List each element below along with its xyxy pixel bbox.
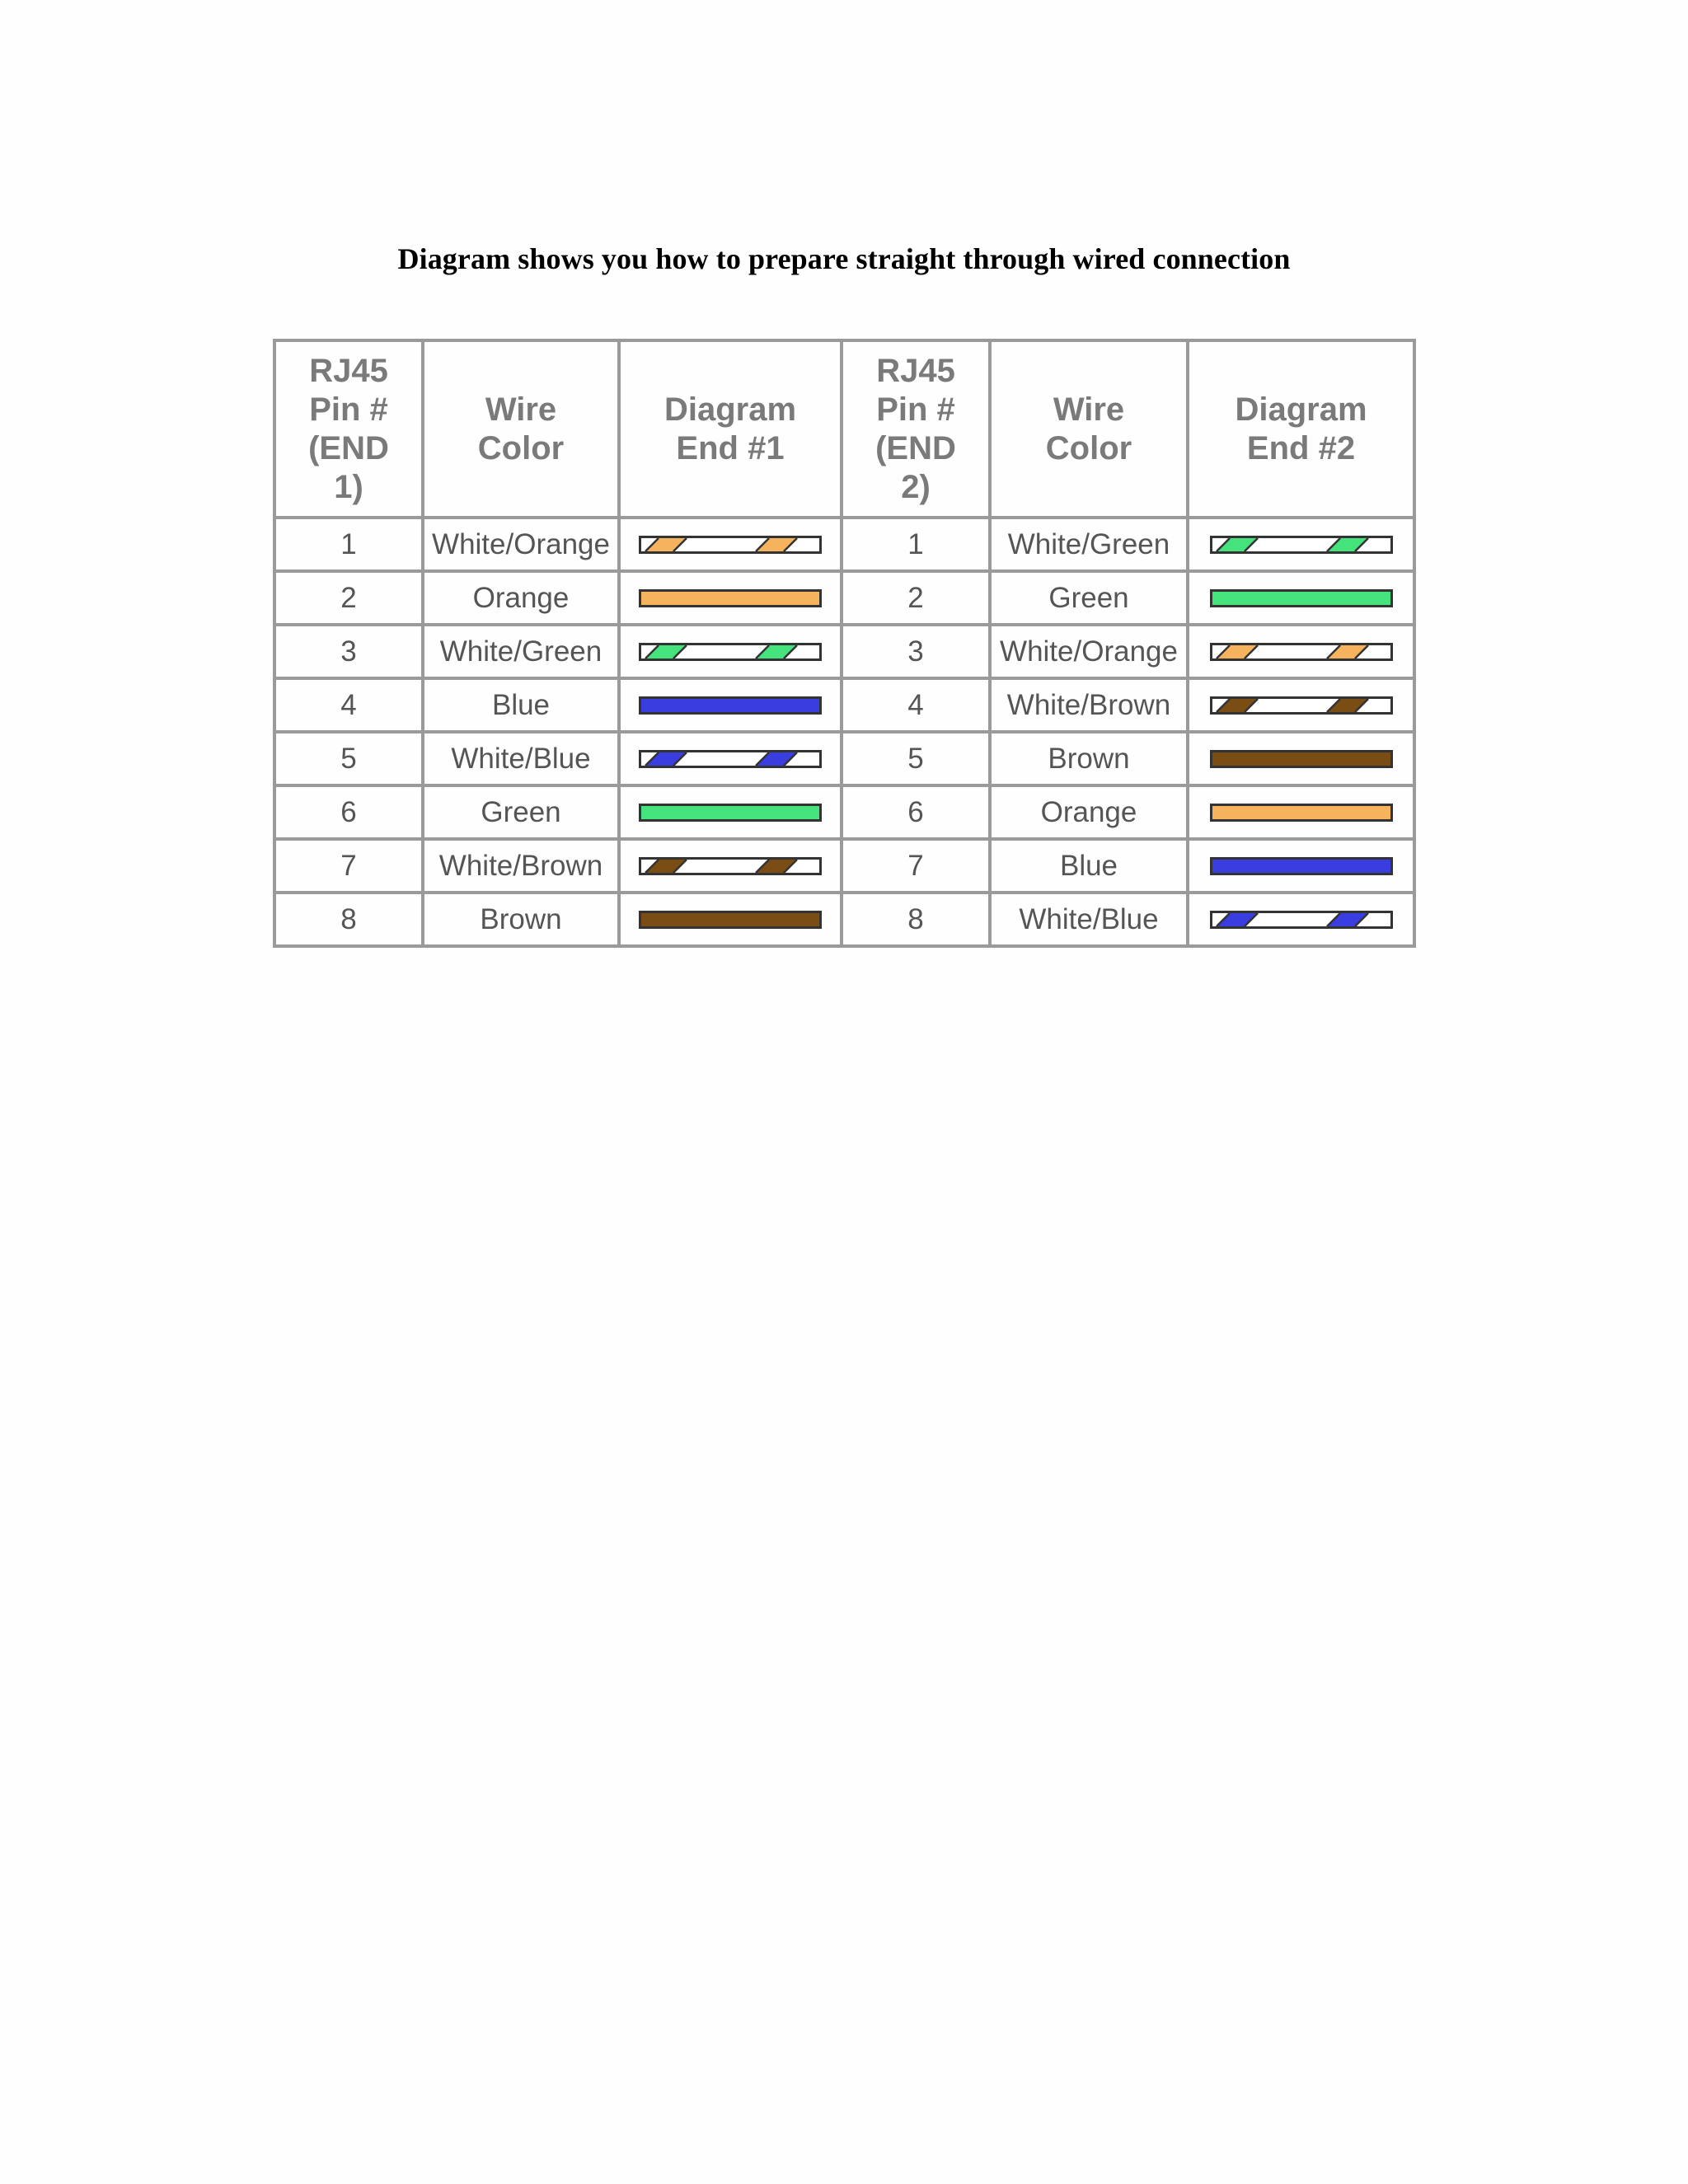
wire-color-end2-cell: White/Green (990, 518, 1188, 571)
pin-end1-cell: 2 (274, 571, 423, 625)
diagram-end1-cell (619, 571, 842, 625)
solid-brown-wire-icon (639, 911, 822, 929)
solid-brown-wire-icon (1210, 750, 1393, 768)
diagram-end2-cell (1188, 571, 1414, 625)
wire-color-end1-cell: Orange (423, 571, 619, 625)
striped-green-wire-icon (1210, 536, 1393, 554)
wire-color-end1-cell: Brown (423, 893, 619, 946)
table-row (274, 678, 1414, 732)
pin-end2-cell: 3 (842, 625, 990, 678)
wire-color-end2-cell: White/Orange (990, 625, 1188, 678)
diagram-end1-cell (619, 625, 842, 678)
table-row (274, 732, 1414, 785)
diagram-end2-cell (1188, 839, 1414, 893)
wire-color-end1-cell: White/Brown (423, 839, 619, 893)
diagram-end1-cell (619, 732, 842, 785)
striped-blue-wire-icon (1210, 911, 1393, 929)
diagram-end1-cell (619, 839, 842, 893)
wire-color-end1-cell: White/Green (423, 625, 619, 678)
pinout-table (273, 339, 1416, 948)
wire-color-end2-cell: White/Blue (990, 893, 1188, 946)
table-header (274, 340, 1414, 518)
table-row (274, 839, 1414, 893)
header-row (274, 340, 1414, 518)
pin-end1-cell: 3 (274, 625, 423, 678)
pin-end2-cell: 2 (842, 571, 990, 625)
diagram-end2-cell (1188, 785, 1414, 839)
pin-end2-cell: 1 (842, 518, 990, 571)
table-row (274, 625, 1414, 678)
striped-orange-wire-icon (639, 536, 822, 554)
pin-end1-cell: 1 (274, 518, 423, 571)
pin-end1-cell: 4 (274, 678, 423, 732)
solid-green-wire-icon (639, 804, 822, 822)
diagram-end1-cell (619, 518, 842, 571)
wire-color-end2-cell: White/Brown (990, 678, 1188, 732)
header-diagram-end2: Diagram End #2 (1188, 340, 1414, 518)
striped-green-wire-icon (639, 643, 822, 661)
striped-blue-wire-icon (639, 750, 822, 768)
diagram-end2-cell (1188, 893, 1414, 946)
diagram-end2-cell (1188, 518, 1414, 571)
pin-end1-cell: 5 (274, 732, 423, 785)
wire-color-end1-cell: Green (423, 785, 619, 839)
table-row (274, 785, 1414, 839)
wire-color-end2-cell: Brown (990, 732, 1188, 785)
solid-green-wire-icon (1210, 589, 1393, 607)
table-row (274, 571, 1414, 625)
solid-blue-wire-icon (1210, 857, 1393, 875)
pin-end1-cell: 7 (274, 839, 423, 893)
header-pin-end2: RJ45 Pin # (END 2) (842, 340, 990, 518)
striped-orange-wire-icon (1210, 643, 1393, 661)
header-diagram-end1: Diagram End #1 (619, 340, 842, 518)
diagram-end1-cell (619, 785, 842, 839)
striped-brown-wire-icon (639, 857, 822, 875)
diagram-end2-cell (1188, 678, 1414, 732)
solid-orange-wire-icon (639, 589, 822, 607)
pin-end2-cell: 7 (842, 839, 990, 893)
wire-color-end2-cell: Blue (990, 839, 1188, 893)
solid-orange-wire-icon (1210, 804, 1393, 822)
wire-color-end2-cell: Green (990, 571, 1188, 625)
pin-end2-cell: 4 (842, 678, 990, 732)
pin-end2-cell: 5 (842, 732, 990, 785)
diagram-end2-cell (1188, 625, 1414, 678)
wire-color-end1-cell: White/Blue (423, 732, 619, 785)
wire-color-end1-cell: White/Orange (423, 518, 619, 571)
table-row (274, 518, 1414, 571)
pin-end1-cell: 8 (274, 893, 423, 946)
pin-end1-cell: 6 (274, 785, 423, 839)
header-pin-end1: RJ45 Pin # (END 1) (274, 340, 423, 518)
header-wire-color-end1: Wire Color (423, 340, 619, 518)
solid-blue-wire-icon (639, 696, 822, 715)
pin-end2-cell: 8 (842, 893, 990, 946)
pin-end2-cell: 6 (842, 785, 990, 839)
diagram-end1-cell (619, 893, 842, 946)
page-title: Diagram shows you how to prepare straight through wired connection (397, 242, 1291, 275)
wire-color-end2-cell: Orange (990, 785, 1188, 839)
diagram-end2-cell (1188, 732, 1414, 785)
table-row (274, 893, 1414, 946)
table-body (274, 518, 1414, 946)
diagram-end1-cell (619, 678, 842, 732)
striped-brown-wire-icon (1210, 696, 1393, 715)
wire-color-end1-cell: Blue (423, 678, 619, 732)
header-wire-color-end2: Wire Color (990, 340, 1188, 518)
